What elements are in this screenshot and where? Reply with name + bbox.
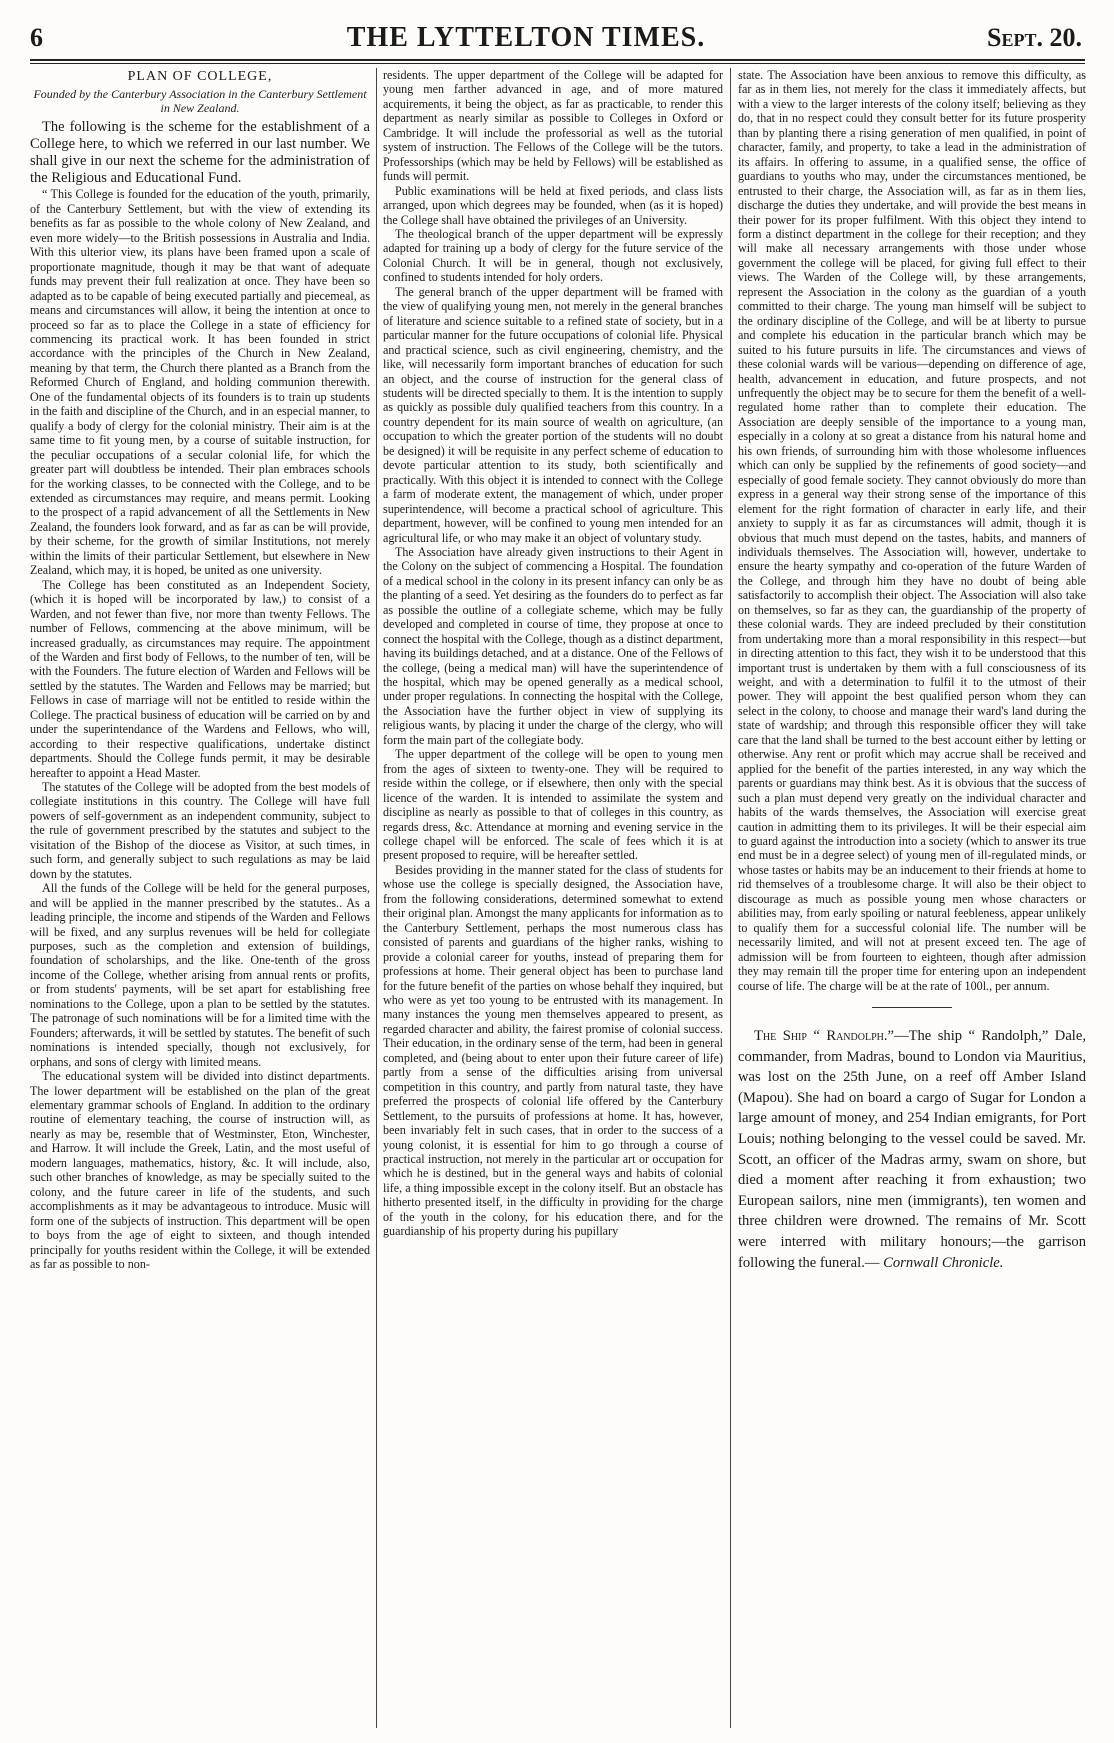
column-divider (376, 68, 377, 1728)
article-paragraph: state. The Association have been anxious to remove this difficulty, as far as in them lies, not merely for the class it immediately affects, but with a view to the larger interests of the colony itself; believing as they do, that in no respect could they consult better for its future prosperity than by planting there a rising generation of men qualified, in point of character, family, and property, to take a lead in the administration of its affairs. In offering to assume, in a qualified sense, the office of guardians to youths who may, under the circumstances mentioned, be entrusted to their charge, the Association will, as far as in them lies, discharge the duties they undertake, and will provide the best means in their power for its proper fulfilment. With this object they intend to form a distinct department in the college for their reception; and they will make all necessary arrangements with those under whose government the college will be placed, for giving full effect to their views. The Warden of the College will, by these arrangements, represent the Association in the colony as the guardian of a youth committed to their charge. The young man himself will be subject to the ordinary discipline of the College, and will be at liberty to pursue and complete his education in the particular branch which may be suited to his future pursuits in life. The circumstances and views of these colonial wards will be various—depending on difference of age, health, advancement in education, and future prospects, and not unfrequently the object may be to secure for them the benefit of a well-regulated home rather than to complete their education. The Association are deeply sensible of the importance to a young man, especially in a colony at so great a distance from his natural home and his own friends, of surrounding him with those wholesome influences which can only be supplied by the refinements of good society—and especially of good female society. They cannot obviously do more than express in a general way their strong sense of the importance of this element for the right formation of character in early life, and their anxiety to supply it as far as circumstances will admit, though it is obvious that much must depend on the tastes, habits, and manners of individuals themselves. The Association will, however, undertake to ensure the hearty sympathy and co-operation of the future Warden of the College, and through him they have no doubt of being able satisfactorily to accomplish their object. The Association will also take on themselves, so far as they can, the guardianship of the property of these colonial wards. They are indeed precluded by their constitution from undertaking more than a moral responsibility in this respect—but in directing attention to this fact, they wish it to be understood that this important trust is undertaken by them with a full consciousness of its weight, and with a determination to fulfil it to the utmost of their power. They will appoint the best qualified person whom they can select in the colony, to choose and manage their ward's land during the state of wardship; and through this responsible officer they will take care that the land shall be turned to the best account either by letting or otherwise. Any rent or profit which may accrue shall be received and applied for the benefit of the parties interested, in any way which the parents or guardians may think best. As it is obvious that the success of such a plan must depend very greatly on the individual character and habits of the wards themselves, the Association will exercise great caution in admitting them to its privileges. It will be their especial aim to guard against the introduction into a society (which to answer its true end must be in a degree select) of young men of ill-regulated minds, or whose tastes or habits may be an inducement to their friends at home to rid themselves of a troublesome charge. It will also be their object to discourage as much as possible young men whose characters or abilities may, from early spoiling or natural feebleness, appear unlikely to qualify them for a successful colonial life. The number will be necessarily limited, and will not at present exceed ten. The age of admission will be from fourteen to eighteen, though after admission they may remain till the proper time for entering upon an independent course of life. The charge will be at the rate of 100l., per annum. (738, 68, 1086, 993)
article-paragraph: The educational system will be divided into distinct departments. The lower department will be established on the plan of the great elementary grammar schools of England. In addition to the ordinary routine of elementary teaching, the course of instruction will, as nearly as may be, resemble that of Westminster, Eton, Winchester, and Harrow. It will include the Greek, Latin, and the most useful of modern languages, mathematics, history, &c. It will include, also, such other branches of knowledge, as may be specially suited to the colony, and the future career in life of the students, and such accomplishments as it may be advantageous to introduce. Music will form one of the subjects of instruction. This department will be open to boys from the age of eight to sixteen, and though intended principally for youths resident within the College, it will be extended as far as possible to non- (30, 1069, 370, 1271)
article-paragraph: The following is the scheme for the establishment of a College here, to which we referred in our last number. We shall give in our next the scheme for the administration of the Religious and Educational Fund. (30, 119, 370, 187)
masthead-rule (30, 59, 1085, 61)
page-number: 6 (30, 23, 43, 52)
article-paragraph: The general branch of the upper department will be framed with the view of qualifying young men, not merely in the general branches of literature and science suitable to a refined state of society, but in a particular manner for the future occupations of colonial life. Physical and practical science, such as civil engineering, chemistry, and the like, will necessarily form important branches of education for such an object, and the course of instruction for the general class of students will be directed specially to them. It is the intention to supply as quickly as possible duly qualified teachers from this country. In a country dependent for its main source of wealth on agriculture, (an occupation to which the greater portion of the students will no doubt be designed) it will be requisite in any perfect scheme of education to devote particular attention to its study, both scientifically and practically. With this object it is intended to connect with the College a farm of moderate extent, the management of which, under proper superintendence, will become a practical school of agriculture. This department, however, will be confined to young men intended for an agricultural life, or who may make it an object of voluntary study. (383, 284, 723, 545)
article-paragraph: Besides providing in the manner stated for the class of students for whose use the college is specially designed, the Association have, from the following considerations, determined somewhat to extend their original plan. Amongst the many applicants for information as to the Canterbury Settlement, perhaps the most numerous class has consisted of parents and guardians of the higher ranks, wishing to provide a colonial career for youths, instead of preparing them for professions at home. Their general object has been to purchase land for the future benefit of the parties on whose behalf they inquired, but who were as yet too young to be entrusted with its management. In many instances the young men themselves appeared to present, as regarded character and ability, the fairest promise of colonial success. Their education, in the ordinary sense of the term, had been in general completed, and (being about to enter upon their future career of life) partly from a sense of the difficulties arising from universal competition in this country, and partly from natural taste, they have preferred the prospects of colonial life offered by the Canterbury Settlement, to the pursuits of professions at home. It has, however, been invariably felt in such cases, that in order to the success of a young colonist, it is essential for him to go through a course of practical instruction, not merely in the particular art or occupation for which he is destined, but in the general ways and habits of colonial life, a thing impossible except in the colony itself. But an obstacle has hitherto presented itself, in the difficulty in providing for the charge of the youth in the colony, for his education there, and for the guardianship of his property during his pupillary (383, 862, 723, 1239)
newspaper-title: THE LYTTELTON TIMES. (346, 22, 706, 53)
article-paragraph: The statutes of the College will be adopted from the best models of collegiate institutions in this country. The College will have full powers of self-government as an independent community, subject to the rule of government prescribed by the statutes and subject to the visitation of the Bishop of the diocese as Visitor, at such times, in such form, and generally subject to such regulations as may be laid down by the statutes. (30, 780, 370, 881)
masthead (30, 22, 1082, 52)
issue-date: Sept. 20. (987, 23, 1082, 52)
news-source: Cornwall Chronicle. (883, 1254, 1004, 1271)
article-title: PLAN OF COLLEGE, (127, 69, 273, 84)
article-paragraph: All the funds of the College will be held for the general purposes, and will be applied in the manner prescribed by the statutes.. As a leading principle, the income and stipends of the Warden and Fellows will be fixed, and any surplus revenues will be held for collegiate purposes, such as the completion and extension of buildings, foundation of scholarships, and the like. One-tenth of the gross income of the College, whether arising from annual rents or profits, or from students' payments, will be set apart for establishing free nominations to the College, upon a plan to be settled by the statutes. The patronage of such nominations will be for a limited time with the Founders; afterwards, it will be settled by statutes. The benefit of such nominations is intended specially, though not exclusively, for orphans, and sons of clergy with limited means. (30, 881, 370, 1069)
article-subtitle: Founded by the Canterbury Association in the Canterbury Settlement in New Zealand. (33, 87, 367, 116)
article-paragraph: The College has been constituted as an Independent Society, (which it is hoped will be incorporated by law,) to consist of a Warden, and not fewer than five, nor more than twenty Fellows. The number of Fellows, commencing at the above minimum, will be increased gradually, as circumstances may require. The appointment of the Warden and first body of Fellows, to the number of ten, will be with the Founders. The future election of Warden and Fellows will be settled by the statutes. The Warden and Fellows may be married; but Fellows in case of marriage will not be entitled to reside within the College. The practical business of education will be carried on by and under the superintendance of the Wardens and Fellows, who will, according to their respective qualifications, undertake distinct departments. Should the College funds permit, it may be desirable hereafter to appoint a Head Master. (30, 577, 370, 780)
article-paragraph: residents. The upper department of the College will be adapted for young men farther advanced in age, and of more matured acquirements, it being the object, as far as practicable, to render this department as nearly similar as possible to Colleges in Oxford or Cambridge. It will include the professorial as well as the tutorial system of instruction. The Fellows of the College will be the tutors. Professorships (which may be held by Fellows) will be established as funds will permit. (383, 68, 723, 184)
article-paragraph: Public examinations will be held at fixed periods, and class lists arranged, upon which degrees may be founded, when (as it is hoped) the College shall have obtained the privileges of an University. (383, 183, 723, 227)
article-paragraph: The upper department of the college will be open to young men from the ages of sixteen to twenty-one. They will be required to reside within the college, or if elsewhere, then only with the special licence of the warden. It is intended to assimilate the system and discipline as nearly as possible to that of colleges in this country, as regards dress, &c. Attendance at morning and evening service in the college chapel will be enforced. The scale of fees which it is at present proposed to require, will be hereafter settled. (383, 747, 723, 863)
article-paragraph: “ This College is founded for the education of the youth, primarily, of the Canterbury Settlement, but with the view of extending its benefits as far as possible to the whole colony of New Zealand, and even more widely—to the British possessions in Australia and India. With this ulterior view, its plans have been framed upon a scale of proportionate magnitude, though it may be that want of adequate funds may prevent their full realization at once. They have been so adapted as to be capable of being executed partially and piecemeal, as means and circumstances will allow, it being the intention at once to proceed so far as to place the College in a state of efficiency for commencing its practical work. It has been founded in strict accordance with the principles of the Church in New Zealand, meaning by that term, the Church there planted as a Branch from the Reformed Church of England, and holding communion therewith. One of the fundamental objects of its founders is to train up students in the faith and discipline of the Church, and in an especial manner, to qualify a body of clergy for the colonial ministry. Their aim is at the same time to fit young men, by a course of suitable instruction, for the peculiar occupations of a secular colonial life, for which the greater part will doubtless be intended. Their plan embraces schools for the working classes, to be connected with the College, and to be extended as circumstances may require, and means permit. Looking to the prospect of a rapid advancement of all the Settlements in New Zealand, the founders look forward, and as far as can be will provide, by their scheme, for the growth of similar Institutions, not merely within the limits of their particular Settlement, but elsewhere in New Zealand, which may, it is hoped, be united as one university. (30, 187, 370, 578)
masthead-rule-thin (30, 63, 1085, 64)
article-paragraph: The Association have already given instructions to their Agent in the Colony on the subject of commencing a Hospital. The foundation of a medical school in the colony in its present infancy can only be as the planting of a seed. Yet desiring as the founders do to perfect as far as possible the outline of a collegiate scheme, which may be fully developed and completed in course of time, they propose at once to connect the hospital with the College, though as a distinct department, having its buildings detached, and at a distance. One of the Fellows of the college, (being a medical man) will have the superintendence of the hospital, which may be opened generally as a medical school, under proper regulations. In connecting the hospital with the College, the Association have the further object in view of supplying its religious wants, by placing it under the charge of the clergy, who will form the main part of the collegiate body. (383, 544, 723, 747)
article-paragraph: The theological branch of the upper department will be expressly adapted for training up a body of clergy for the future service of the Colonial Church. It will be in general, though not exclusively, confined to students intended for holy orders. (383, 226, 723, 285)
column-3 (738, 68, 1086, 1733)
section-separator (872, 1007, 952, 1008)
news-item (738, 1026, 1086, 1273)
column-1 (30, 68, 370, 1733)
column-divider (730, 68, 731, 1728)
news-heading: The Ship “ Randolph.” (754, 1028, 894, 1044)
news-body: —The ship “ Randolph,” Dale, commander, from Madras, bound to London via Mauritius, was lost on the 25th June, on a reef off Amber Island (Mapou). She had on board a cargo of Sugar for London a large amount of money, and 254 Indian emigrants, for Port Louis; nothing belonging to the vessel could be saved. Mr. Scott, an officer of the Madras army, swam on shore, but died a moment after reaching it from exhaustion; two European sailors, nine men (immigrants), ten women and three children were drowned. The remains of Mr. Scott were interred with military honours;—the garrison following the funeral.— (738, 1028, 1086, 1271)
column-2 (383, 68, 723, 1733)
